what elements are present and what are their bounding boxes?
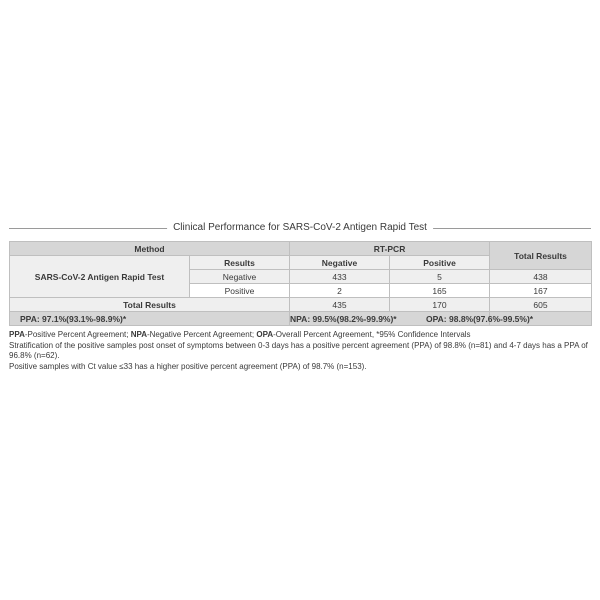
totals-label: Total Results <box>10 298 290 312</box>
positive-header: Positive <box>390 256 490 270</box>
totals-negative-value: 435 <box>290 298 390 312</box>
table-title: Clinical Performance for SARS-CoV-2 Antigen Rapid Test <box>167 221 433 235</box>
summary-row <box>10 312 592 326</box>
opa-summary-text: OPA: 98.8%(97.6%-99.5%)* <box>426 313 534 324</box>
row-positive-value: 165 <box>390 284 490 298</box>
stratification-note: Stratification of the positive samples post onset of symptoms between 0-3 days has a positive percent agreement (PPA) of 98.8% (n=81) and 4-7 days has a PPA of 96.8% (n=62). <box>9 340 588 360</box>
table-title-row <box>9 221 591 235</box>
totals-positive-value: 170 <box>390 298 490 312</box>
negative-header: Negative <box>290 256 390 270</box>
row-total-value: 438 <box>490 270 592 284</box>
ppa-desc: -Positive Percent Agreement; <box>24 330 131 339</box>
opa-desc: -Overall Percent Agreement, *95% Confidence Intervals <box>273 330 471 339</box>
header-row-1 <box>10 242 592 256</box>
ppa-summary: PPA: 97.1%(93.1%-98.9%)* <box>10 312 290 326</box>
npa-desc: -Negative Percent Agreement; <box>146 330 257 339</box>
row-negative-value: 433 <box>290 270 390 284</box>
row-total-value: 167 <box>490 284 592 298</box>
totals-row <box>10 298 592 312</box>
row-positive-value: 5 <box>390 270 490 284</box>
row-label: Positive <box>190 284 290 298</box>
rtpcr-header: RT-PCR <box>290 242 490 256</box>
results-header: Results <box>190 256 290 270</box>
footnotes <box>9 330 591 372</box>
clinical-performance-table <box>9 241 592 326</box>
opa-summary <box>426 312 592 326</box>
method-header: Method <box>10 242 290 256</box>
totals-total-value: 605 <box>490 298 592 312</box>
npa-summary: NPA: 99.5%(98.2%-99.9%)* <box>290 312 490 326</box>
abbreviations-note <box>9 330 591 341</box>
row-label: Negative <box>190 270 290 284</box>
total-results-header: Total Results <box>490 242 592 270</box>
ppa-term: PPA <box>9 330 25 339</box>
row-negative-value: 2 <box>290 284 390 298</box>
opa-term: OPA <box>256 330 274 339</box>
npa-term: NPA <box>130 330 147 339</box>
test-name-cell: SARS-CoV-2 Antigen Rapid Test <box>10 256 190 298</box>
ct-value-note: Positive samples with Ct value ≤33 has a higher positive percent agreement (PPA) of 98.7% (n=153). <box>9 361 367 371</box>
